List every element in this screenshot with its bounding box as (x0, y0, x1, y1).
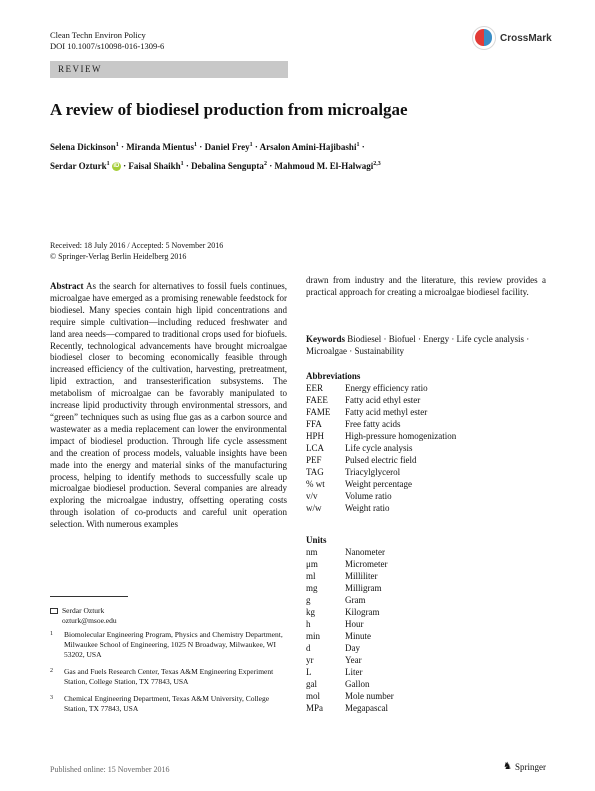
keywords-text: Biodiesel · Biofuel · Energy · Life cycle analysis · Microalgae · Sustainability (306, 334, 530, 356)
unit-row (306, 606, 394, 618)
author-affil-ref: 1 (194, 142, 198, 148)
unit-def: Mole number (345, 691, 394, 701)
author-affil-ref: 1 (356, 142, 360, 148)
unit-row (306, 678, 394, 690)
publisher-logo (503, 762, 546, 772)
unit-row (306, 654, 394, 666)
abstract-continuation: drawn from industry and the literature, this review provides a practical approach for creating a microalgae biodiesel facility. (306, 275, 546, 297)
author-line-1 (50, 137, 550, 156)
abbreviation-row (306, 406, 456, 418)
published-online: Published online: 15 November 2016 (50, 765, 170, 774)
author-affil-ref: 1 (180, 161, 184, 167)
affiliation-text: Chemical Engineering Department, Texas A&M University, College Station, TX 77843, USA (64, 694, 270, 713)
abbreviation-def: High-pressure homogenization (345, 431, 457, 441)
publisher-name: Springer (514, 762, 546, 772)
keywords (306, 333, 546, 357)
unit-row (306, 642, 394, 654)
unit-def: Gram (345, 595, 366, 605)
affiliation-item (50, 630, 287, 660)
abbreviation-def: Fatty acid ethyl ester (345, 395, 421, 405)
unit-row (306, 690, 394, 702)
abbreviations-heading: Abbreviations (306, 371, 361, 381)
unit-term: nm (306, 547, 318, 557)
unit-row (306, 666, 394, 678)
author-separator: · (254, 142, 258, 152)
author-separator: · (185, 161, 189, 171)
received-accepted: Received: 18 July 2016 / Accepted: 5 November 2016 (50, 241, 224, 250)
author-name[interactable]: Serdar Ozturk (50, 161, 107, 171)
abbreviation-term: FAEE (306, 395, 328, 405)
unit-def: Micrometer (345, 559, 388, 569)
affiliation-number: 1 (50, 631, 53, 637)
abbreviation-row (306, 466, 456, 478)
abbreviation-row (306, 490, 456, 502)
affiliation-item (50, 694, 287, 714)
abbreviation-def: Life cycle analysis (345, 443, 413, 453)
unit-def: Milliliter (345, 571, 378, 581)
abbreviation-def: Energy efficiency ratio (345, 383, 428, 393)
unit-row (306, 570, 394, 582)
author-name[interactable]: Miranda Mientus (126, 142, 195, 152)
article-type-label: REVIEW (58, 64, 102, 74)
unit-term: kg (306, 607, 315, 617)
abbreviation-row (306, 442, 456, 454)
abbreviation-row (306, 418, 456, 430)
unit-row (306, 594, 394, 606)
unit-def: Year (345, 655, 362, 665)
envelope-icon (50, 608, 58, 614)
author-separator: · (123, 161, 127, 171)
article-title: A review of biodiesel production from microalgae (50, 100, 408, 119)
unit-def: Nanometer (345, 547, 385, 557)
affiliation-text: Gas and Fuels Research Center, Texas A&M Engineering Experiment Station, College Station, TX 77843, USA (64, 667, 274, 686)
author-affil-ref: 1 (115, 142, 119, 148)
unit-term: L (306, 667, 312, 677)
abbreviation-def: Weight ratio (345, 503, 390, 513)
crossmark-icon (472, 26, 496, 50)
units-heading: Units (306, 535, 327, 545)
affiliation-item (50, 667, 287, 687)
unit-term: d (306, 643, 311, 653)
abbreviation-row (306, 430, 456, 442)
contact-email[interactable]: ozturk@msoe.edu (62, 616, 117, 625)
unit-def: Liter (345, 667, 363, 677)
abbreviation-def: Volume ratio (345, 491, 392, 501)
journal-name: Clean Techn Environ Policy (50, 30, 146, 40)
unit-term: mol (306, 691, 321, 701)
unit-term: μm (306, 559, 318, 569)
abbreviation-def: Triacylglycerol (345, 467, 401, 477)
orcid-icon[interactable]: iD (113, 163, 120, 170)
author-separator: · (199, 142, 203, 152)
abbreviation-term: FFA (306, 419, 322, 429)
unit-term: h (306, 619, 311, 629)
crossmark-label: CrossMark (500, 32, 552, 44)
author-affil-ref: 1 (249, 142, 253, 148)
abbreviation-def: Pulsed electric field (345, 455, 417, 465)
author-list (50, 137, 550, 175)
unit-term: gal (306, 679, 317, 689)
doi[interactable]: DOI 10.1007/s10098-016-1309-6 (50, 41, 165, 51)
abbreviation-term: EER (306, 383, 323, 393)
unit-row (306, 702, 394, 714)
article-dates (50, 240, 223, 262)
abbreviation-row (306, 502, 456, 514)
author-affil-ref: 1 (106, 161, 110, 167)
abbreviation-row (306, 478, 456, 490)
abbreviations-list (306, 382, 456, 514)
unit-row (306, 630, 394, 642)
abbreviation-def: Fatty acid methyl ester (345, 407, 428, 417)
abbreviation-def: Weight percentage (345, 479, 412, 489)
abstract-label: Abstract (50, 281, 84, 291)
contact-name: Serdar Ozturk (62, 606, 105, 615)
unit-row (306, 558, 394, 570)
author-separator: · (269, 161, 273, 171)
journal-header (50, 30, 164, 52)
unit-row (306, 582, 394, 594)
unit-def: Kilogram (345, 607, 380, 617)
affiliations (50, 630, 287, 721)
author-separator: · (361, 142, 365, 152)
copyright: © Springer-Verlag Berlin Heidelberg 2016 (50, 252, 187, 261)
abbreviation-term: TAG (306, 467, 324, 477)
unit-row (306, 618, 394, 630)
unit-term: g (306, 595, 311, 605)
abbreviation-row (306, 394, 456, 406)
abstract (50, 281, 287, 531)
corresponding-author (50, 606, 117, 626)
crossmark-badge[interactable] (472, 26, 552, 50)
abbreviation-term: w/w (306, 503, 322, 513)
author-name[interactable]: Debalina Sengupta (191, 161, 264, 171)
author-name[interactable]: Faisal Shaikh (128, 161, 181, 171)
abbreviation-term: v/v (306, 491, 318, 501)
unit-term: MPa (306, 703, 324, 713)
author-name[interactable]: Selena Dickinson (50, 142, 116, 152)
abbreviation-term: FAME (306, 407, 331, 417)
unit-def: Hour (345, 619, 364, 629)
unit-def: Day (345, 643, 360, 653)
abbreviation-row (306, 454, 456, 466)
author-name[interactable]: Mahmoud M. El-Halwagi (274, 161, 374, 171)
author-name[interactable]: Arsalon Amini-Hajibashi (259, 142, 357, 152)
affiliation-number: 2 (50, 668, 53, 674)
author-affil-ref: 2,3 (373, 161, 381, 167)
abbreviation-term: % wt (306, 479, 325, 489)
author-separator: · (121, 142, 125, 152)
abbreviation-def: Free fatty acids (345, 419, 401, 429)
footnote-divider (50, 596, 128, 597)
abbreviation-row (306, 382, 456, 394)
abbreviation-term: HPH (306, 431, 325, 441)
affiliation-number: 3 (50, 695, 53, 701)
unit-term: yr (306, 655, 314, 665)
unit-term: mg (306, 583, 318, 593)
unit-row (306, 546, 394, 558)
author-line-2 (50, 156, 550, 175)
author-affil-ref: 2 (263, 161, 267, 167)
unit-term: min (306, 631, 321, 641)
units-list (306, 546, 394, 714)
author-name[interactable]: Daniel Frey (204, 142, 250, 152)
unit-def: Megapascal (345, 703, 388, 713)
abbreviation-term: LCA (306, 443, 324, 453)
unit-term: ml (306, 571, 316, 581)
abstract-body: As the search for alternatives to fossil fuels continues, microalgae have emerged as a promising renewable feedstock for biodiesel. Many species contain high lipid concentrations and require simple cultivation—including reduced freshwater and land area needs—compared to traditional crops used for biofuels. Recently, technological advancements have brought microalgae biodiesel closer to becoming economically feasible through increased efficiency of the cultivation, harvesting, pretreatment, lipid extraction, and transesterification subsystems. The metabolism of microalgae can be favorably manipulated to increase lipid productivity through environmental stressors, and “green” techniques such as using flue gas as a carbon source and wastewater as a media replacement can lower the environmental impact of biodiesel production. Through life cycle assessment and the creation of process models, valuable insights have been made into the energy and material sinks of the manufacturing process, helping to identify methods to successfully scale up microalgae biodiesel production. Several companies are already exploring the microalgae industry, offsetting operating costs through isolation of co-products and careful unit operation selection. With numerous examples (50, 281, 287, 530)
springer-horse-icon: ♞ (503, 761, 512, 772)
abbreviation-term: PEF (306, 455, 322, 465)
unit-def: Gallon (345, 679, 370, 689)
keywords-label: Keywords (306, 334, 345, 344)
unit-def: Milligram (345, 583, 382, 593)
unit-def: Minute (345, 631, 371, 641)
affiliation-text: Biomolecular Engineering Program, Physics and Chemistry Department, Milwaukee School of Engineering, 1025 N Broadway, Milwaukee, WI 53202, USA (64, 630, 283, 659)
